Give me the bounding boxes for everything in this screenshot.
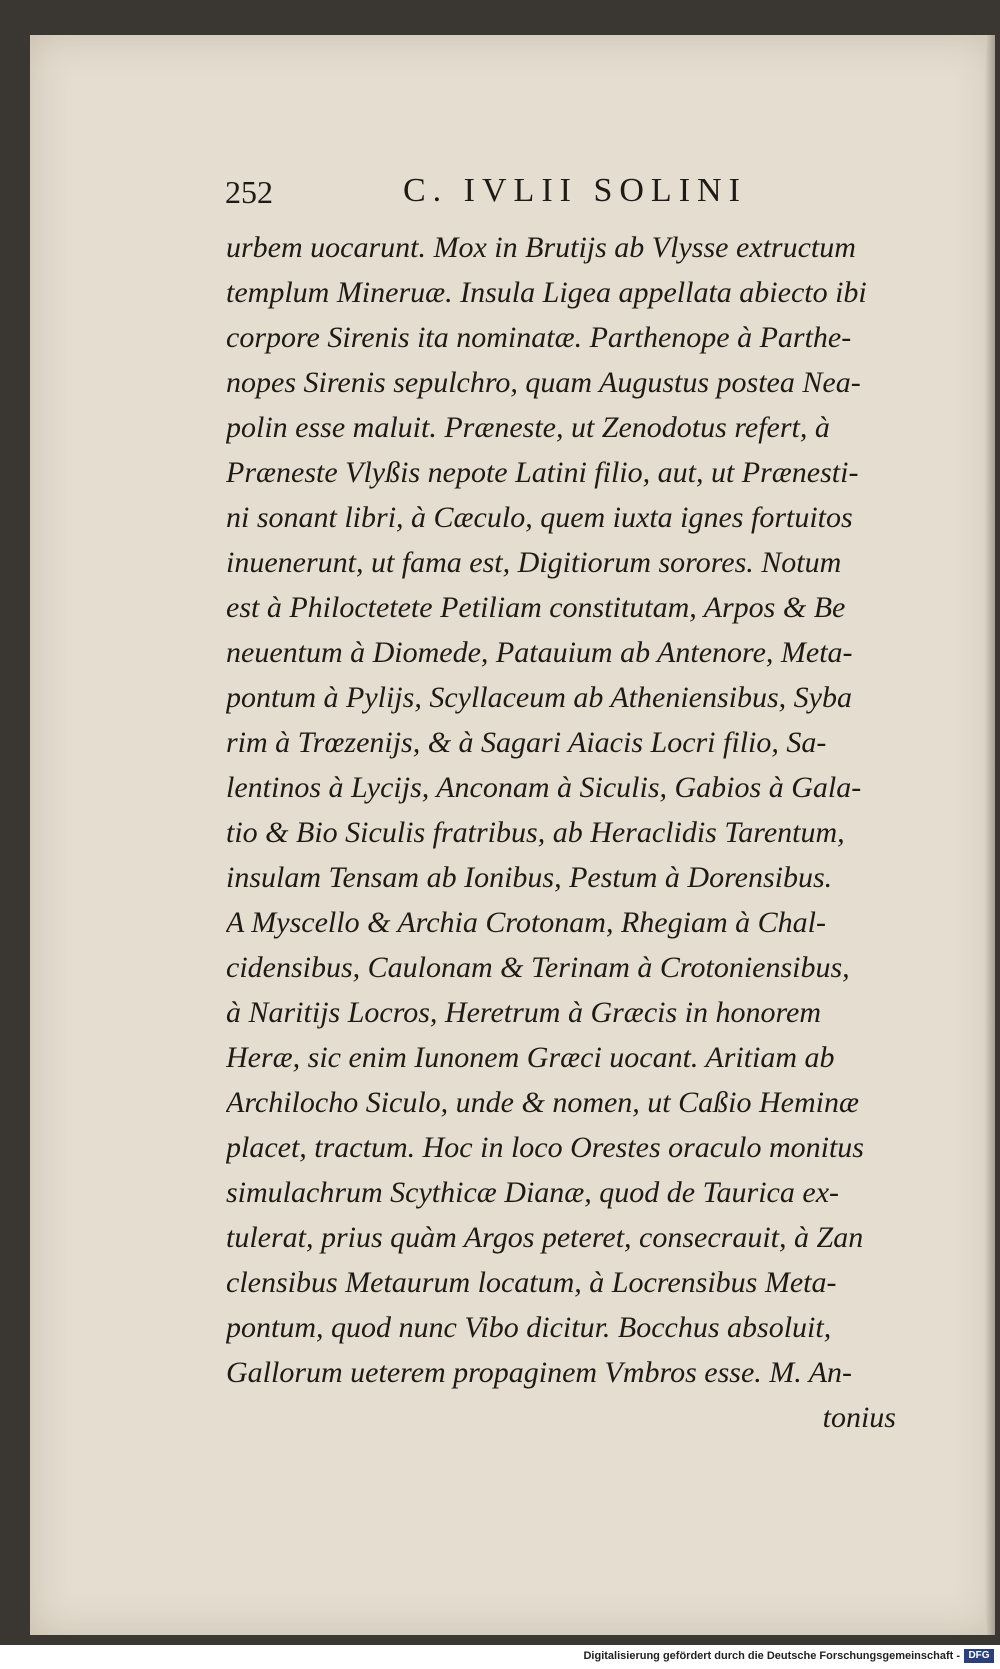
text-line: polin esse maluit. Præneste, ut Zenodotus refert, à [226, 411, 830, 444]
text-line: templum Mineruæ. Insula Ligea appellata abiecto ibi [226, 276, 867, 309]
page-header [225, 168, 815, 218]
dfg-logo: DFG [964, 1649, 994, 1663]
text-line: nopes Sirenis sepulchro, quam Augustus postea Nea- [226, 366, 861, 399]
text-line: cidensibus, Caulonam & Terinam à Crotoniensibus, [226, 951, 850, 984]
text-line: insulam Tensam ab Ionibus, Pestum à Dorensibus. [226, 861, 833, 894]
footer-bar [0, 1645, 1000, 1669]
catchword: tonius [822, 1401, 896, 1434]
text-line: Archilocho Siculo, unde & nomen, ut Caßio Heminæ [226, 1086, 859, 1119]
text-line: placet, tractum. Hoc in loco Orestes oraculo monitus [226, 1131, 864, 1164]
text-line: urbem uocarunt. Mox in Brutijs ab Vlysse extructum [226, 231, 856, 264]
text-line: A Myscello & Archia Crotonam, Rhegiam à Chal- [226, 906, 826, 939]
body-text [226, 225, 926, 1440]
running-title: C. IVLII SOLINI [403, 172, 747, 209]
text-line: simulachrum Scythicæ Dianæ, quod de Taurica ex- [226, 1176, 839, 1209]
text-line: corpore Sirenis ita nominatæ. Parthenope à Parthe- [226, 321, 852, 354]
text-line: lentinos à Lycijs, Anconam à Siculis, Gabios à Gala- [226, 771, 862, 804]
text-line: ni sonant libri, à Cæculo, quem iuxta ignes fortuitos [226, 501, 853, 534]
page-number: 252 [225, 174, 273, 210]
text-line: inuenerunt, ut fama est, Digitiorum sorores. Notum [226, 546, 842, 579]
text-line: tio & Bio Siculis fratribus, ab Heraclidis Tarentum, [226, 816, 845, 849]
text-line: neuentum à Diomede, Patauium ab Antenore, Meta- [226, 636, 853, 669]
text-line: à Naritijs Locros, Heretrum à Græcis in honorem [226, 996, 822, 1029]
text-line: pontum à Pylijs, Scyllaceum ab Atheniensibus, Syba [226, 681, 853, 714]
text-line: rim à Trœzenijs, & à Sagari Aiacis Locri filio, Sa- [226, 726, 827, 759]
text-line: clensibus Metaurum locatum, à Locrensibus Meta- [226, 1266, 837, 1299]
text-line: tulerat, prius quàm Argos peteret, consecrauit, à Zan [226, 1221, 864, 1254]
text-line: Præneste Vlyßis nepote Latini filio, aut, ut Prænesti- [226, 456, 859, 489]
text-line: pontum, quod nunc Vibo dicitur. Bocchus absoluit, [226, 1311, 832, 1344]
text-line: Gallorum ueterem propaginem Vmbros esse. M. An- [226, 1356, 853, 1389]
footer-credit: Digitalisierung gefördert durch die Deutsche Forschungsgemeinschaft - [583, 1650, 960, 1662]
text-line: est à Philoctetete Petiliam constitutam, Arpos & Be [226, 591, 846, 624]
page-edge [985, 35, 995, 1635]
text-line: Heræ, sic enim Iunonem Græci uocant. Aritiam ab [226, 1041, 835, 1074]
